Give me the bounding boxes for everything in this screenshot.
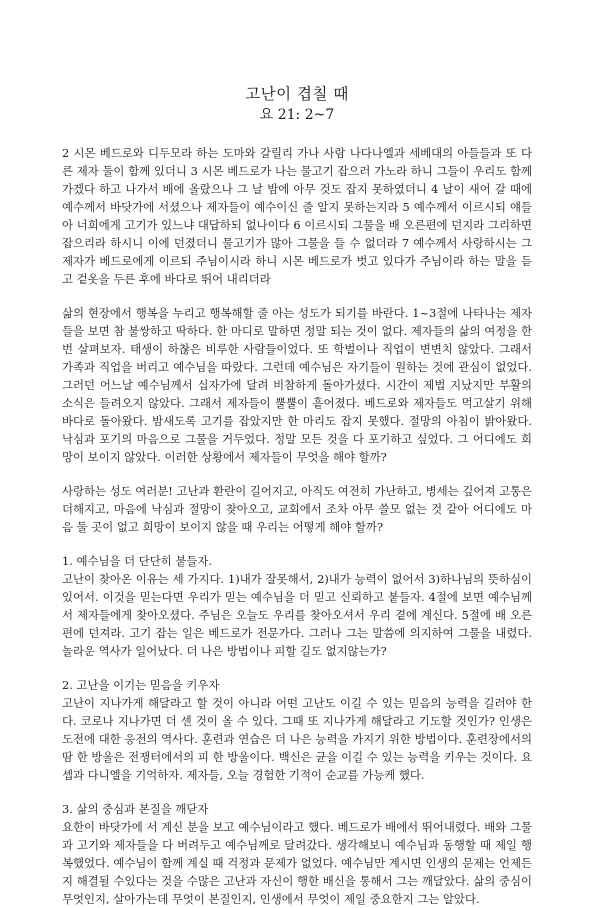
section-heading: 2. 고난을 이기는 믿음을 키우자 <box>62 678 220 692</box>
section-heading: 3. 삶의 중심과 본질을 깨닫자 <box>62 802 209 816</box>
section-body: 요한이 바닷가에 서 계신 분을 보고 예수님이라고 했다. 베드로가 배에서 뛰어내렸다. 배와 그물과 고기와 제자들을 다 버려두고 예수님께로 달려갔다. 생각해보니 예수님과 동행할 때 제일 행복했었다. 예수님이 함께 계실 때 걱정과 문제가 없었다. 예수님만 계시면 인생의 문제는 언제든지 해결될 수있다는 것을 수많은 고난과 자신이 행한 배신을 통해서 그는 깨달았다. 삶의 중심이 무엇인지, 살아가는데 무엇이 본질인지, 인생에서 무엇이 제일 중요한지 그는 알았다. <box>62 820 532 906</box>
scripture-text: 2 시몬 베드로와 디두모라 하는 도마와 갈릴리 가나 사람 나다나엘과 세베대의 아들들과 또 다른 제자 둘이 함께 있더니 3 시몬 베드로가 나는 물고기 잡으러 가노라 하니 그들이 우리도 함께 가겠다 하고 나가서 배에 올랐으나 그 날 밤에 아무 것도 잡지 못하였더니 4 날이 새어 갈 때에 예수께서 바닷가에 서셨으나 제자들이 예수이신 줄 알지 못하는지라 5 예수께서 이르시되 얘들아 너희에게 고기가 있느냐 대답하되 없나이다 6 이르시되 그물을 배 오른편에 던지라 그리하면 잡으리라 하시니 이에 던졌더니 물고기가 많아 그물을 들 수 없더라 7 예수께서 사랑하시는 그 제자가 베드로에게 이르되 주님이시라 하니 시몬 베드로가 벗고 있다가 주님이라 하는 말을 듣고 겉옷을 두른 후에 바다로 뛰어 내리더라 <box>62 146 532 286</box>
intro-paragraph: 삶의 현장에서 행복을 누리고 행복해할 줄 아는 성도가 되기를 바란다. 1~3절에 나타나는 제자들을 보면 참 불쌍하고 딱하다. 한 마디로 말하면 정말 되는 것이 없다. 제자들의 삶의 여정을 한번 살펴보자. 태생이 하찮은 비루한 사람들이었다. 또 학벌이나 직업이 변변치 않았다. 그래서 가족과 직업을 버리고 예수님을 따랐다. 그런데 예수님은 자기들이 원하는 것에 관심이 없었다. 그러던 어느날 예수님께서 십자가에 달려 비참하게 돌아가셨다. 시간이 제법 지났지만 부활의 소식은 들려오지 않았다. 그래서 제자들이 뿔뿔이 흩어졌다. 베드로와 제자들도 먹고살기 위해 바다로 돌아왔다. 밤새도록 고기를 잡았지만 한 마리도 잡지 못했다. 절망의 아침이 밝아왔다. 낙심과 포기의 마음으로 그물을 거두었다. 정말 모든 것을 다 포기하고 싶었다. 그 어디에도 희망이 보이지 않았다. 이러한 상황에서 제자들이 무엇을 해야 할까? <box>62 306 532 464</box>
section-heading: 1. 예수님을 더 단단히 붙들자. <box>62 554 213 568</box>
section-2 <box>62 676 532 784</box>
section-1 <box>62 552 532 660</box>
sermon-title: 고난이 겹칠 때 <box>245 85 349 103</box>
section-body: 고난이 지나가게 해달라고 할 것이 아니라 어떤 고난도 이길 수 있는 믿음의 능력을 길러야 한다. 코로나 지나가면 더 센 것이 올 수 있다. 그때 또 지나가게 해달라고 기도할 것인가? 인생은 도전에 대한 응전의 역사다. 훈련과 연습은 더 나은 능력을 가지기 위한 방법이다. 훈련장에서의 땀 한 방울은 전쟁터에서의 피 한 방울이다. 백신은 균을 이길 수 있는 능력을 키우는 것이다. 요셉과 다니엘을 기억하자. 제자들, 오늘 경험한 기적이 순교를 가능케 했다. <box>62 696 532 782</box>
question-paragraph: 사랑하는 성도 여러분! 고난과 환란이 길어지고, 아직도 여전히 가난하고, 병세는 깊어져 고통은 더해지고, 마음에 낙심과 절망이 찾아오고, 교회에서 조차 아무 쓸모 없는 것 같아 어디에도 마음 둘 곳이 없고 희망이 보이지 않을 때 우리는 어떻게 해야 할까? <box>62 484 532 534</box>
section-body: 고난이 찾아온 이유는 세 가지다. 1)내가 잘못해서, 2)내가 능력이 없어서 3)하나님의 뜻하심이 있어서. 이것을 믿는다면 우리가 믿는 예수님을 더 믿고 신뢰하고 붙들자. 4절에 보면 예수님께서 제자들에게 찾아오셨다. 주님은 오늘도 우리를 찾아오셔서 우리 곁에 계신다. 5절에 배 오른편에 던져라. 고기 잡는 일은 베드로가 전문가다. 그러나 그는 말씀에 의지하여 그물을 내렸다. 놀라운 역사가 일어났다. 더 나은 방법이나 피할 길도 없지않는가? <box>62 572 532 658</box>
section-3 <box>62 800 532 908</box>
scripture-reference: 요 21: 2~7 <box>259 107 335 123</box>
